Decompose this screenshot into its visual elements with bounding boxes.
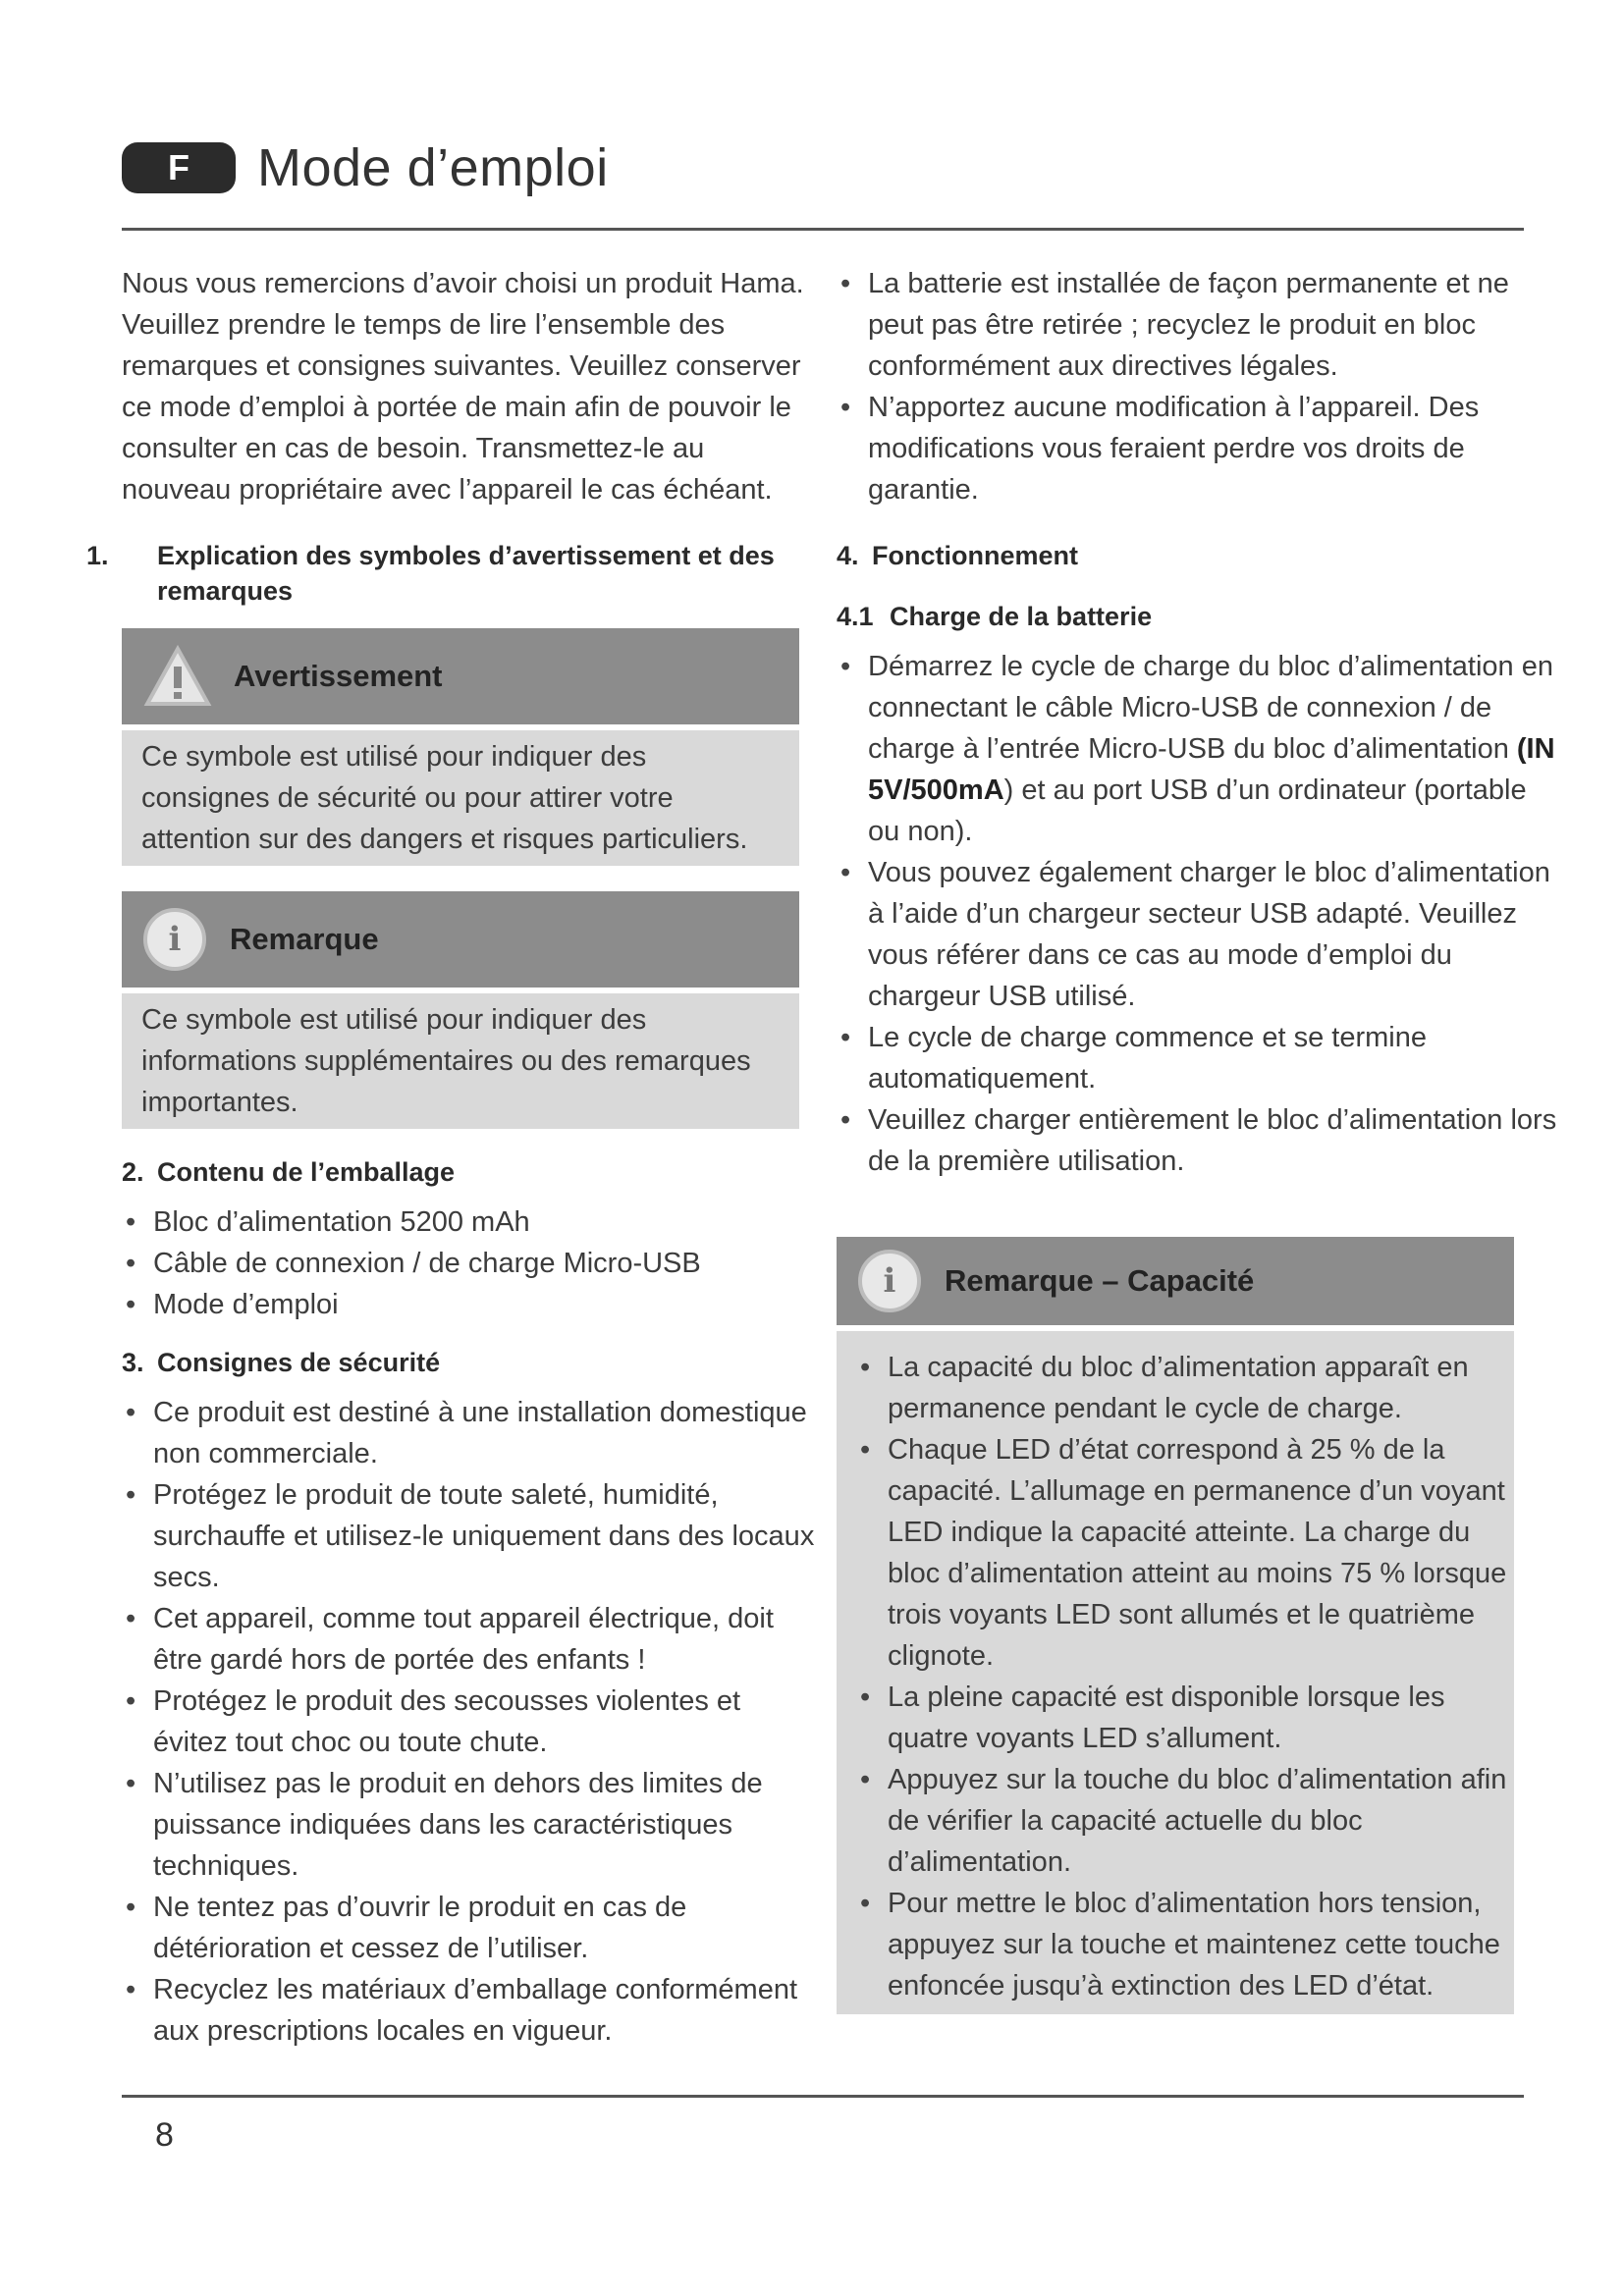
section-title: Explication des symboles d’avertissement et des remarques <box>157 541 775 606</box>
note-box <box>122 891 799 1129</box>
list-item: • Ne tentez pas d’ouvrir le produit en cas de détérioration et cessez de l’utiliser. <box>122 1887 819 1969</box>
list-item: • Cet appareil, comme tout appareil électrique, doit être gardé hors de portée des enfants ! <box>122 1598 819 1681</box>
warning-box <box>122 628 799 866</box>
list-item: • Protégez le produit de toute saleté, humidité, surchauffe et utilisez-le uniquement dans des locaux secs. <box>122 1474 819 1598</box>
list-item: • La batterie est installée de façon permanente et ne peut pas être retirée ; recyclez le produit en bloc conformément aux directives légales. <box>837 263 1563 387</box>
list-item: • Chaque LED d’état correspond à 25 % de la capacité. L’allumage en permanence d’un voyant LED indique la capacité atteinte. La charge du bloc d’alimentation atteint au moins 75 % lorsque trois voyants LED sont allumés et le quatrième clignote. <box>856 1429 1514 1677</box>
capacity-list <box>856 1347 1514 2006</box>
language-badge: F <box>122 142 236 193</box>
note-box-header <box>122 891 799 988</box>
list-item: • Protégez le produit des secousses violentes et évitez tout choc ou toute chute. <box>122 1681 819 1763</box>
package-contents-list <box>122 1201 819 1325</box>
warning-triangle-icon <box>143 645 212 708</box>
left-column <box>86 263 819 2071</box>
section-title: Contenu de l’emballage <box>157 1157 456 1187</box>
section-1-heading <box>86 538 819 609</box>
capacity-note-box <box>837 1237 1514 2014</box>
list-item: • Le cycle de charge commence et se termine automatiquement. <box>837 1017 1563 1099</box>
safety-list-continued <box>837 263 1563 510</box>
list-item: • Bloc d’alimentation 5200 mAh <box>122 1201 819 1243</box>
section-number: 4. <box>837 541 859 570</box>
list-item <box>837 646 1563 852</box>
intro-paragraph: Nous vous remercions d’avoir choisi un produit Hama. Veuillez prendre le temps de lire l’ensemble des remarques et consignes suivantes. Veuillez conserver ce mode d’emploi à portée de main afin de pouvoir le consulter en cas de besoin. Transmettez-le au nouveau propriétaire avec l’appareil le cas échéant. <box>122 268 804 506</box>
list-item: • Câble de connexion / de charge Micro-USB <box>122 1243 819 1284</box>
section-4-1-heading <box>837 599 1563 634</box>
section-title: Charge de la batterie <box>890 602 1153 631</box>
section-2-heading <box>122 1154 819 1190</box>
list-item: • N’apportez aucune modification à l’appareil. Des modifications vous feraient perdre vos droits de garantie. <box>837 387 1563 510</box>
section-title: Fonctionnement <box>872 541 1078 570</box>
info-icon: i <box>143 908 206 971</box>
list-item: • Mode d’emploi <box>122 1284 819 1325</box>
note-box-title: Remarque <box>230 922 379 956</box>
section-title: Consignes de sécurité <box>157 1348 441 1377</box>
charging-list <box>837 646 1563 1182</box>
section-number: 4.1 <box>837 602 874 631</box>
right-column <box>837 263 1563 2040</box>
list-item: • Appuyez sur la touche du bloc d’alimentation afin de vérifier la capacité actuelle du bloc d’alimentation. <box>856 1759 1514 1883</box>
section-3-heading <box>122 1345 819 1380</box>
section-4-heading <box>837 538 1563 573</box>
capacity-note-title: Remarque – Capacité <box>945 1263 1255 1298</box>
page-header <box>122 137 609 198</box>
warning-box-header <box>122 628 799 724</box>
section-number: 3. <box>122 1348 144 1377</box>
section-number: 2. <box>122 1157 144 1187</box>
list-item-text: Démarrez le cycle de charge du bloc d’alimentation en connectant le câble Micro-USB de connexion / de charge à l’entrée Micro-USB du bloc d’alimentation <box>868 651 1553 765</box>
list-item: • Recyclez les matériaux d’emballage conformément aux prescriptions locales en vigueur. <box>122 1969 819 2052</box>
list-item: • La capacité du bloc d’alimentation apparaît en permanence pendant le cycle de charge. <box>856 1347 1514 1429</box>
list-item: • La pleine capacité est disponible lorsque les quatre voyants LED s’allument. <box>856 1677 1514 1759</box>
list-item: • Vous pouvez également charger le bloc d’alimentation à l’aide d’un chargeur secteur USB adapté. Veuillez vous référer dans ce cas au mode d’emploi du chargeur USB utilisé. <box>837 852 1563 1017</box>
input-rating: (IN 5V/500mA <box>868 733 1555 806</box>
page-number: 8 <box>155 2116 174 2154</box>
list-item: • Pour mettre le bloc d’alimentation hors tension, appuyez sur la touche et maintenez cette touche enfoncée jusqu’à extinction des LED d’état. <box>856 1883 1514 2006</box>
info-icon: i <box>858 1250 921 1312</box>
footer-divider <box>122 2095 1524 2098</box>
list-item: • Ce produit est destiné à une installation domestique non commerciale. <box>122 1392 819 1474</box>
section-number: 1. <box>86 541 109 570</box>
note-box-text: Ce symbole est utilisé pour indiquer des informations supplémentaires ou des remarques importantes. <box>122 988 799 1129</box>
list-item: • Veuillez charger entièrement le bloc d’alimentation lors de la première utilisation. <box>837 1099 1563 1182</box>
list-item: • N’utilisez pas le produit en dehors des limites de puissance indiquées dans les caractéristiques techniques. <box>122 1763 819 1887</box>
warning-box-title: Avertissement <box>234 659 443 693</box>
list-item-text: ) et au port USB d’un ordinateur (portable ou non). <box>868 774 1527 847</box>
safety-list <box>122 1392 819 2052</box>
capacity-note-body <box>837 1325 1514 2014</box>
capacity-note-header <box>837 1237 1514 1325</box>
warning-box-text: Ce symbole est utilisé pour indiquer des consignes de sécurité ou pour attirer votre attention sur des dangers et risques particuliers. <box>122 724 799 866</box>
header-divider <box>122 228 1524 231</box>
page-title: Mode d’emploi <box>257 138 609 197</box>
